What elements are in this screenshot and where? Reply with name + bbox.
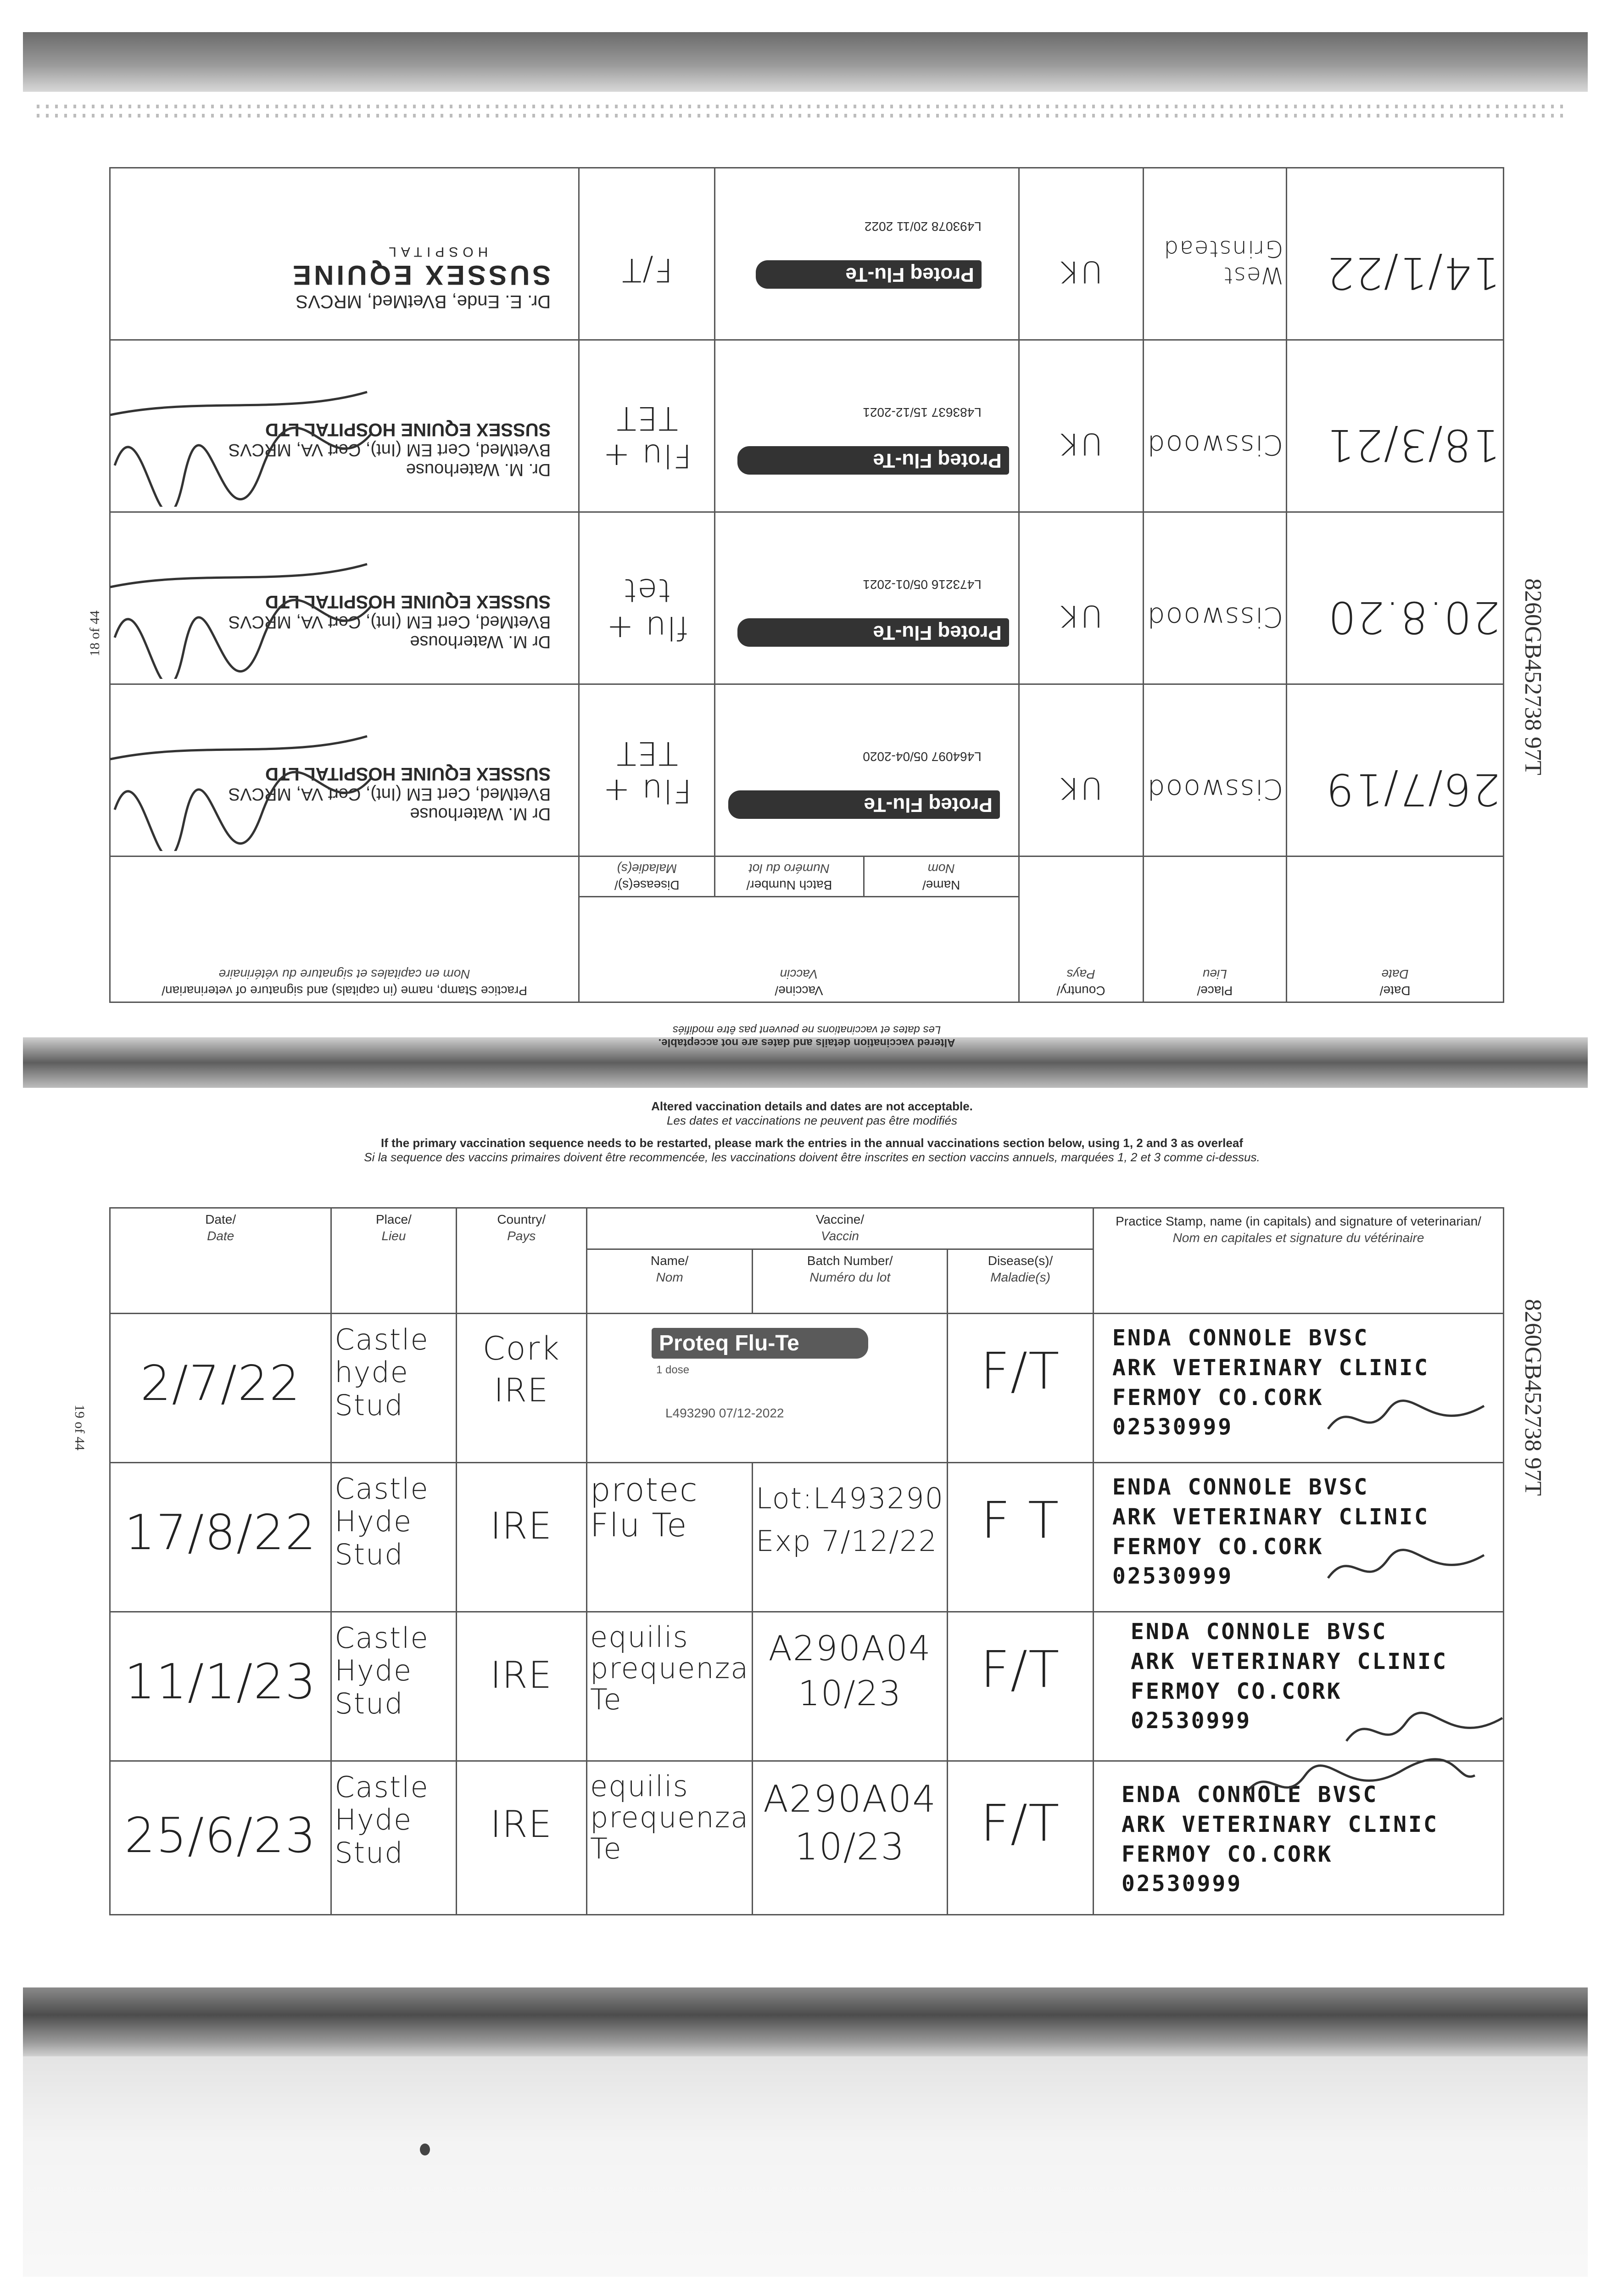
lower-country-cell: IRE [456, 1612, 587, 1761]
lower-vet-stamp [1094, 1761, 1504, 1915]
upper-date-cell: 14/1/22 [1287, 168, 1504, 340]
side-document-id-upper: 8260GB452738 97T [1520, 578, 1546, 775]
lower-place-cell: Castle hyde Stud [331, 1314, 456, 1463]
lower-disease-cell: F T [948, 1463, 1094, 1612]
lower-restart-en: If the primary vaccination sequence needs to be restarted, please mark the entries in the annual vaccinations section below, using 1, 2 and 3 as overleaf [381, 1136, 1243, 1150]
lower-disease-cell: F/T [948, 1761, 1094, 1915]
stamp-number: 02530999 [1131, 1708, 1252, 1734]
batch-number: L473216 05/01-2021 [863, 577, 982, 592]
upper-vaccination-table [109, 167, 1504, 1003]
vet-signature [1323, 1392, 1489, 1447]
upper-header-row [110, 897, 1504, 1002]
batch-number: L483637 15/12-2021 [863, 405, 982, 420]
table-row [110, 1761, 1504, 1915]
table-row [110, 1463, 1504, 1612]
upper-header-vaccine: Vaccine/ Vaccin [579, 897, 1019, 1002]
table-row [110, 1314, 1504, 1463]
upper-notice-fr: Les dates et vaccinations ne peuvent pas être modifiés [672, 1024, 941, 1036]
upper-notice [109, 1023, 1504, 1049]
stamp-vet-name: ENDA CONNOLE BVSC [1112, 1474, 1369, 1500]
vet-qualifications: BVetMed, Cert EM (Int), Cert VA, MRCVS [228, 784, 551, 804]
vet-qualifications: BVetMed, Cert EM (Int), Cert VA, MRCVS [228, 612, 551, 632]
upper-place-cell: Cisswood [1143, 512, 1287, 684]
practice-name: SUSSEX EQUINE HOSPITAL LTD [265, 592, 551, 612]
upper-header-date: Date/ Date [1287, 856, 1504, 1002]
stamp-clinic: ARK VETERINARY CLINIC [1112, 1504, 1429, 1530]
upper-header-name: Name/ Nom [864, 856, 1019, 897]
upper-header-batch: Batch Number/ Numéro du lot [715, 856, 864, 897]
upper-country-cell: UK [1019, 512, 1143, 684]
lower-header-country: Country/ Pays [456, 1208, 587, 1314]
table-row [110, 684, 1504, 856]
upper-vet-stamp [110, 340, 579, 512]
table-row [110, 1612, 1504, 1761]
batch-number: L493078 20/11 2022 [864, 219, 982, 234]
lower-restart-fr: Si la sequence des vaccins primaires doivent être recommencée, les vaccinations doivent être inscrites en section vaccins annuels, marquées 1, 2 et 3 comme ci-dessus. [364, 1150, 1260, 1164]
lower-vaccination-table [109, 1207, 1504, 1915]
batch-number: L464097 05/04-2020 [863, 750, 982, 764]
scan-dot [420, 2144, 430, 2155]
upper-country-cell: UK [1019, 340, 1143, 512]
upper-vet-stamp [110, 684, 579, 856]
upper-disease-cell: flu + tet [579, 512, 715, 684]
practice-name: SUSSEX EQUINE HOSPITAL LTD [265, 420, 551, 440]
lower-header-row [110, 1208, 1504, 1249]
lower-country-cell: IRE [456, 1761, 587, 1915]
vet-qualifications: BVetMed, Cert EM (Int), Cert VA, MRCVS [228, 440, 551, 460]
lower-notice [0, 1099, 1624, 1164]
practice-sub: HOSPITAL [384, 244, 488, 260]
lower-notice-en: Altered vaccination details and dates are not acceptable. [651, 1099, 973, 1113]
upper-header-vet: Practice Stamp, name (in capitals) and signature of veterinarian/ Nom en capitales et signature du vétérinaire [110, 856, 579, 1002]
lower-disease-cell: F/T [948, 1612, 1094, 1761]
upper-vet-stamp [110, 512, 579, 684]
lower-header-disease: Disease(s)/ Maladie(s) [948, 1249, 1094, 1314]
scan-blank-area [23, 2056, 1588, 2277]
lower-notice-fr: Les dates et vaccinations ne peuvent pas être modifiés [666, 1114, 958, 1127]
lower-date-cell: 17/8/22 [110, 1463, 331, 1612]
upper-vaccination-page [109, 195, 1504, 1049]
table-row [110, 168, 1504, 340]
vet-signature [106, 351, 381, 507]
lower-batch-cell: A290A04 10/23 [753, 1761, 948, 1915]
stamp-vet-name: ENDA CONNOLE BVSC [1122, 1782, 1378, 1808]
stamp-clinic: ARK VETERINARY CLINIC [1112, 1355, 1429, 1381]
lower-header-place: Place/ Lieu [331, 1208, 456, 1314]
stamp-vet-name: ENDA CONNOLE BVSC [1112, 1325, 1369, 1351]
upper-header-place: Place/ Lieu [1143, 856, 1287, 1002]
side-document-id-lower: 8260GB452738 97T [1520, 1299, 1546, 1496]
lower-vet-stamp [1094, 1314, 1504, 1463]
upper-header-disease: Disease(s)/ Maladie(s) [579, 856, 715, 897]
table-row [110, 340, 1504, 512]
lower-date-cell: 2/7/22 [110, 1314, 331, 1463]
proteq-label: Proteq Flu-Te [737, 618, 1009, 647]
lower-vet-stamp [1094, 1463, 1504, 1612]
proteq-dose: 1 dose [656, 1364, 690, 1376]
lower-country-cell: IRE [456, 1463, 587, 1612]
perforation-top [37, 105, 1569, 108]
upper-vaccine-label [715, 512, 1019, 684]
upper-header-country: Country/ Pays [1019, 856, 1143, 1002]
vet-name: Dr M. Waterhouse [410, 804, 551, 824]
vet-signature [1241, 1757, 1479, 1812]
lower-header-vaccine: Vaccine/ Vaccin [587, 1208, 1094, 1249]
lower-date-cell: 25/6/23 [110, 1761, 331, 1915]
table-row [110, 512, 1504, 684]
vet-signature [106, 695, 381, 851]
upper-vaccine-label [715, 340, 1019, 512]
stamp-number: 02530999 [1112, 1563, 1233, 1590]
lower-batch-cell: Lot:L493290 Exp 7/12/22 [753, 1463, 948, 1612]
upper-place-cell: Cisswood [1143, 340, 1287, 512]
scan-edge-bottom [23, 1987, 1588, 2056]
lower-vet-stamp [1094, 1612, 1504, 1761]
stamp-location: FERMOY CO.CORK [1112, 1534, 1324, 1560]
stamp-clinic: ARK VETERINARY CLINIC [1131, 1648, 1448, 1674]
proteq-label: Proteq Flu-Te [737, 446, 1009, 475]
proteq-label: Proteq Flu-Te [756, 260, 982, 289]
lower-header-date: Date/ Date [110, 1208, 331, 1314]
upper-vaccine-label [715, 684, 1019, 856]
vet-name: Dr. M. Waterhouse [406, 460, 551, 480]
upper-place-cell: West Grinstead [1143, 168, 1287, 340]
upper-disease-cell: F/T [579, 168, 715, 340]
lower-header-name: Name/ Nom [587, 1249, 753, 1314]
practice-name: SUSSEX EQUINE [290, 260, 551, 291]
page-number-lower: 19 of 44 [72, 1405, 87, 1450]
lower-country-cell: Cork IRE [456, 1314, 587, 1463]
stamp-location: FERMOY CO.CORK [1112, 1384, 1324, 1411]
lower-vaccine-name: protec Flu Te [587, 1463, 753, 1612]
lower-vaccine-name: equilis prequenza Te [587, 1761, 753, 1915]
page-number-upper: 18 of 44 [87, 610, 102, 656]
stamp-clinic: ARK VETERINARY CLINIC [1122, 1811, 1439, 1837]
upper-notice-en: Altered vaccination details and dates are not acceptable. [658, 1036, 955, 1049]
vet-name: Dr. E. Ende, BVetMed, MRCVS [296, 291, 551, 312]
upper-disease-cell: Flu + TET [579, 684, 715, 856]
perforation-top-2 [37, 114, 1569, 118]
upper-disease-cell: Flu + TET [579, 340, 715, 512]
upper-date-cell: 18/3/21 [1287, 340, 1504, 512]
upper-date-cell: 26/7/19 [1287, 684, 1504, 856]
lower-header-vet: Practice Stamp, name (in capitals) and signature of veterinarian/ Nom en capitales et signature du vétérinaire [1094, 1208, 1504, 1314]
lower-vaccine-label [587, 1314, 948, 1463]
lower-batch-cell: A290A04 10/23 [753, 1612, 948, 1761]
lower-vaccine-name: equilis prequenza Te [587, 1612, 753, 1761]
proteq-label: Proteq Flu-Te [652, 1328, 868, 1359]
stamp-location: FERMOY CO.CORK [1131, 1678, 1342, 1704]
stamp-vet-name: ENDA CONNOLE BVSC [1131, 1619, 1388, 1645]
vet-signature [1342, 1704, 1507, 1759]
stamp-location: FERMOY CO.CORK [1122, 1841, 1333, 1867]
upper-vet-stamp [110, 168, 579, 340]
stamp-number: 02530999 [1112, 1414, 1233, 1440]
upper-date-cell: 20.8.20 [1287, 512, 1504, 684]
upper-country-cell: UK [1019, 168, 1143, 340]
upper-vaccine-label [715, 168, 1019, 340]
proteq-label: Proteq Flu-Te [728, 790, 1000, 819]
practice-name: SUSSEX EQUINE HOSPITAL LTD [265, 764, 551, 784]
lower-disease-cell: F/T [948, 1314, 1094, 1463]
lower-place-cell: Castle Hyde Stud [331, 1463, 456, 1612]
lower-date-cell: 11/1/23 [110, 1612, 331, 1761]
batch-number: L493290 07/12-2022 [665, 1406, 784, 1420]
vet-signature [1323, 1541, 1489, 1596]
lower-header-batch: Batch Number/ Numéro du lot [753, 1249, 948, 1314]
lower-place-cell: Castle Hyde Stud [331, 1761, 456, 1915]
vet-name: Dr M. Waterhouse [410, 632, 551, 652]
lower-place-cell: Castle Hyde Stud [331, 1612, 456, 1761]
stamp-number: 02530999 [1122, 1871, 1243, 1897]
upper-place-cell: Cisswood [1143, 684, 1287, 856]
scan-edge-top [23, 32, 1588, 92]
vet-signature [106, 523, 381, 679]
upper-country-cell: UK [1019, 684, 1143, 856]
